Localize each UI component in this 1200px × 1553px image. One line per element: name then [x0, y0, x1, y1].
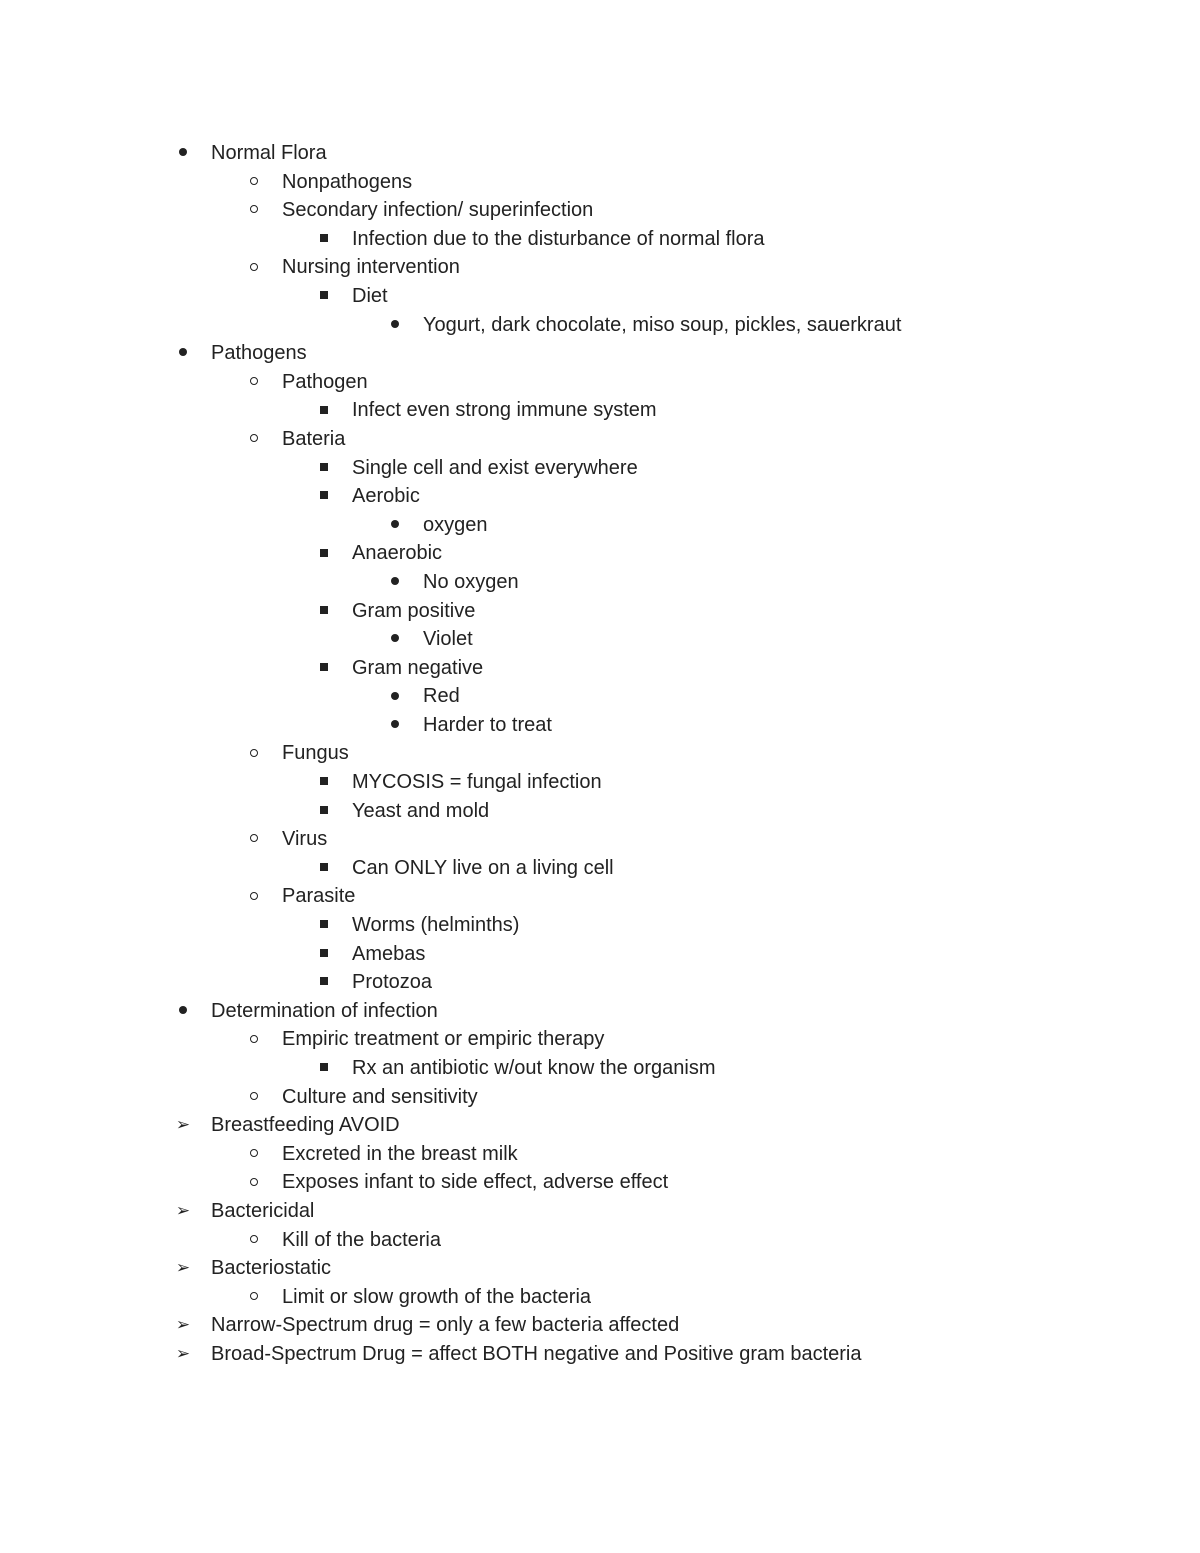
outline-item-level-3 — [0, 711, 1200, 740]
outline-item-text: Secondary infection/ superinfection — [282, 199, 594, 222]
outline-item-level-2 — [0, 654, 1200, 683]
outline-item-text: Protozoa — [352, 971, 433, 994]
outline-item-text: Narrow-Spectrum drug = only a few bacteria affected — [211, 1314, 680, 1337]
square-bullet-icon — [313, 539, 335, 568]
circle-bullet-icon — [243, 368, 265, 397]
outline-item-level-1 — [0, 196, 1200, 225]
square-bullet-icon — [313, 396, 335, 425]
outline-item-level-2 — [0, 282, 1200, 311]
outline-item-level-3 — [0, 568, 1200, 597]
outline-item-text: Worms (helminths) — [352, 914, 520, 937]
outline-item-text: Empiric treatment or empiric therapy — [282, 1028, 605, 1051]
outline-item-text: Culture and sensitivity — [282, 1085, 478, 1108]
square-bullet-icon — [313, 225, 335, 254]
square-bullet-icon — [313, 282, 335, 311]
disc-bullet-icon — [384, 711, 406, 740]
outline-item-level-1 — [0, 368, 1200, 397]
disc-bullet-icon — [384, 568, 406, 597]
outline-item-level-2 — [0, 396, 1200, 425]
outline-item-text: Bactericidal — [211, 1199, 315, 1222]
square-bullet-icon — [313, 940, 335, 969]
outline-item-level-1 — [0, 168, 1200, 197]
outline-item-text: Pathogens — [211, 342, 307, 365]
outline-item-level-2 — [0, 1054, 1200, 1083]
outline-item-text: No oxygen — [423, 570, 519, 593]
disc-bullet-icon — [384, 682, 406, 711]
circle-bullet-icon — [243, 253, 265, 282]
disc-bullet-icon — [384, 311, 406, 340]
outline-item-text: Kill of the bacteria — [282, 1228, 441, 1251]
outline-item-text: Can ONLY live on a living cell — [352, 856, 614, 879]
outline-item-level-1 — [0, 1083, 1200, 1112]
outline-item-text: Aerobic — [352, 485, 420, 508]
outline-item-level-3 — [0, 682, 1200, 711]
outline-item-level-0 — [0, 1254, 1200, 1283]
outline-item-text: Gram positive — [352, 599, 476, 622]
outline-item-text: Exposes infant to side effect, adverse effect — [282, 1171, 669, 1194]
square-bullet-icon — [313, 454, 335, 483]
outline-item-text: Violet — [423, 628, 473, 651]
arrow-bullet-icon: ➢ — [175, 1200, 191, 1221]
outline-item-text: Infection due to the disturbance of normal flora — [352, 227, 765, 250]
square-bullet-icon — [313, 597, 335, 626]
outline-item-level-2 — [0, 454, 1200, 483]
outline-item-text: Infect even strong immune system — [352, 399, 657, 422]
outline-item-text: Single cell and exist everywhere — [352, 456, 638, 479]
disc-bullet-icon — [172, 339, 194, 368]
outline-item-text: Excreted in the breast milk — [282, 1142, 518, 1165]
outline-item-text: Nonpathogens — [282, 170, 413, 193]
outline-item-text: Diet — [352, 284, 388, 307]
square-bullet-icon — [313, 1054, 335, 1083]
outline-item-text: Yogurt, dark chocolate, miso soup, pickles, sauerkraut — [423, 313, 902, 336]
outline-item-text: Rx an antibiotic w/out know the organism — [352, 1057, 716, 1079]
outline-item-text: Bateria — [282, 427, 346, 450]
disc-bullet-icon — [172, 139, 194, 168]
outline-item-level-1 — [0, 825, 1200, 854]
outline-item-level-0 — [0, 139, 1200, 168]
outline-item-text: Red — [423, 685, 460, 708]
outline-item-text: Anaerobic — [352, 542, 443, 565]
outline-item-level-0 — [0, 1197, 1200, 1226]
circle-bullet-icon — [243, 1025, 265, 1054]
outline-item-level-2 — [0, 597, 1200, 626]
circle-bullet-icon — [243, 1168, 265, 1197]
outline-item-text: Amebas — [352, 942, 426, 965]
square-bullet-icon — [313, 911, 335, 940]
circle-bullet-icon — [243, 425, 265, 454]
square-bullet-icon — [313, 797, 335, 826]
outline-item-level-1 — [0, 1226, 1200, 1255]
outline-item-text: Nursing intervention — [282, 256, 460, 279]
circle-bullet-icon — [243, 1083, 265, 1112]
outline-item-level-1 — [0, 882, 1200, 911]
outline-item-level-3 — [0, 311, 1200, 340]
outline-item-level-1 — [0, 1283, 1200, 1312]
outline-item-text: Yeast and mold — [352, 799, 490, 822]
outline-item-text: Parasite — [282, 885, 356, 908]
outline-item-text: Gram negative — [352, 656, 484, 679]
outline-item-text: Breastfeeding AVOID — [211, 1114, 400, 1137]
outline-item-level-0 — [0, 339, 1200, 368]
outline-item-level-2 — [0, 854, 1200, 883]
outline-item-text: oxygen — [423, 513, 488, 536]
outline-item-level-2 — [0, 768, 1200, 797]
outline-item-text: Virus — [282, 828, 328, 851]
outline-item-text: Determination of infection — [211, 999, 438, 1022]
arrow-bullet-icon: ➢ — [175, 1315, 191, 1336]
disc-bullet-icon — [384, 511, 406, 540]
disc-bullet-icon — [384, 625, 406, 654]
outline-item-level-0 — [0, 1340, 1200, 1369]
outline-item-text: Limit or slow growth of the bacteria — [282, 1285, 592, 1308]
outline-item-level-2 — [0, 911, 1200, 940]
disc-bullet-icon — [172, 997, 194, 1026]
outline-item-text: Normal Flora — [211, 142, 327, 164]
outline-item-text: Harder to treat — [423, 713, 552, 736]
outline-item-text: Bacteriostatic — [211, 1257, 332, 1280]
outline-item-level-1 — [0, 1168, 1200, 1197]
circle-bullet-icon — [243, 1140, 265, 1169]
outline-item-level-2 — [0, 225, 1200, 254]
outline-item-level-2 — [0, 940, 1200, 969]
outline-item-level-2 — [0, 539, 1200, 568]
outline-item-level-1 — [0, 253, 1200, 282]
outline-item-text: Fungus — [282, 742, 349, 765]
circle-bullet-icon — [243, 882, 265, 911]
square-bullet-icon — [313, 482, 335, 511]
outline-item-text: Pathogen — [282, 370, 368, 393]
outline-item-level-1 — [0, 1140, 1200, 1169]
circle-bullet-icon — [243, 196, 265, 225]
arrow-bullet-icon: ➢ — [175, 1258, 191, 1279]
outline-item-level-1 — [0, 425, 1200, 454]
outline-item-level-0 — [0, 1311, 1200, 1340]
square-bullet-icon — [313, 968, 335, 997]
circle-bullet-icon — [243, 1226, 265, 1255]
square-bullet-icon — [313, 768, 335, 797]
outline-item-text: MYCOSIS = fungal infection — [352, 771, 602, 794]
square-bullet-icon — [313, 654, 335, 683]
outline-item-level-3 — [0, 625, 1200, 654]
document-outline — [0, 139, 1200, 1369]
outline-item-level-1 — [0, 739, 1200, 768]
circle-bullet-icon — [243, 1283, 265, 1312]
circle-bullet-icon — [243, 825, 265, 854]
outline-item-level-2 — [0, 482, 1200, 511]
square-bullet-icon — [313, 854, 335, 883]
outline-item-level-0 — [0, 997, 1200, 1026]
outline-item-level-2 — [0, 797, 1200, 826]
outline-item-text: Broad-Spectrum Drug = affect BOTH negative and Positive gram bacteria — [211, 1342, 862, 1365]
outline-item-level-3 — [0, 511, 1200, 540]
outline-item-level-1 — [0, 1025, 1200, 1054]
outline-item-level-0 — [0, 1111, 1200, 1140]
arrow-bullet-icon: ➢ — [175, 1343, 191, 1364]
outline-item-level-2 — [0, 968, 1200, 997]
arrow-bullet-icon: ➢ — [175, 1115, 191, 1136]
circle-bullet-icon — [243, 739, 265, 768]
circle-bullet-icon — [243, 168, 265, 197]
